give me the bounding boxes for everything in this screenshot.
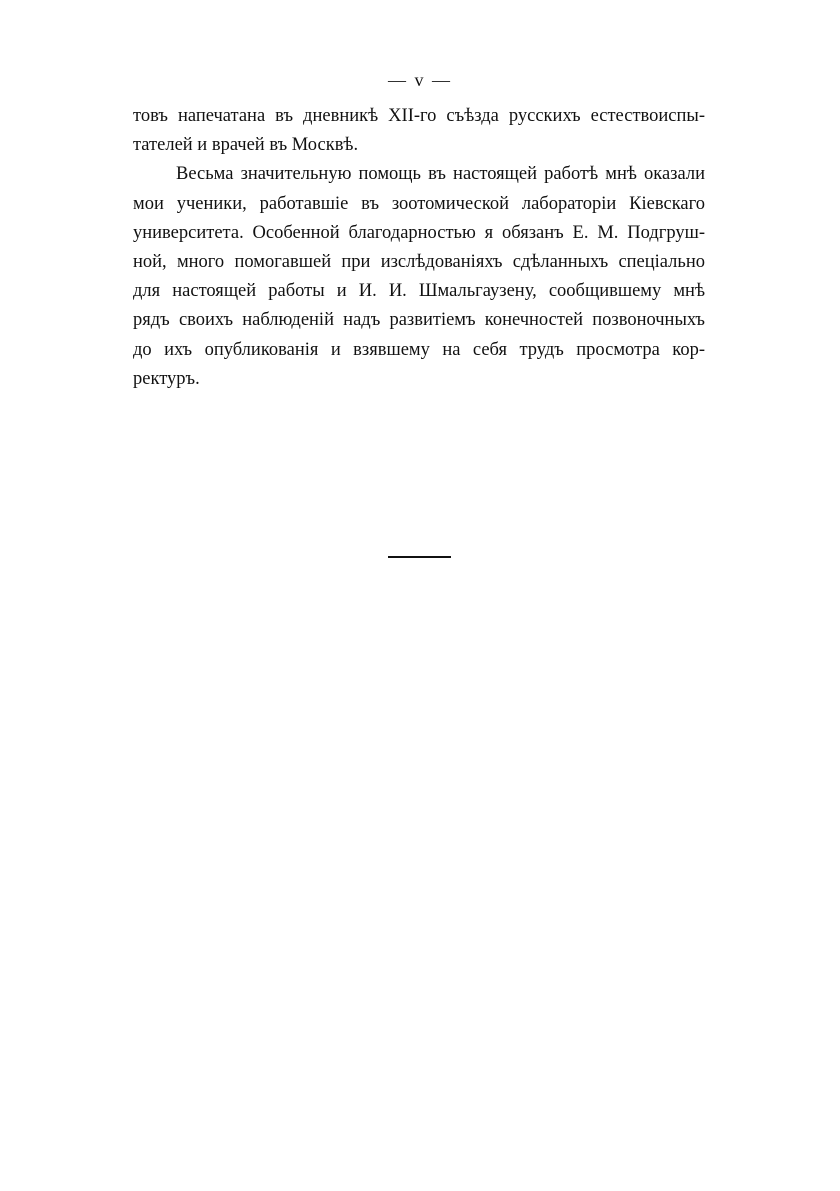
section-divider	[388, 556, 451, 558]
text-line: ректуръ.	[133, 368, 200, 389]
text-line: университета. Особенной благодарностью я обязанъ Е. М. Подгруш-	[133, 222, 705, 243]
page-number: — v —	[388, 70, 452, 90]
text-line: ной, много помогавшей при изслѣдованіяхъ сдѣланныхъ спеціально	[133, 251, 705, 272]
text-line: Весьма значительную помощь въ настоящей работѣ мнѣ оказали	[176, 164, 705, 185]
text-line: тателей и врачей въ Москвѣ.	[133, 135, 359, 156]
body-text	[133, 102, 705, 394]
text-line: для настоящей работы и И. И. Шмальгаузену, сообщившему мнѣ	[133, 281, 705, 302]
text-line: мои ученики, работавшіе въ зоотомической лабораторіи Кіевскаго	[133, 193, 705, 214]
text-line: до ихъ опубликованія и взявшему на себя трудъ просмотра кор-	[133, 339, 705, 360]
text-line: рядъ своихъ наблюденій надъ развитіемъ конечностей позвоночныхъ	[133, 310, 705, 331]
text-line: товъ напечатана въ дневникѣ XII-го съѣзда русскихъ естествоиспы-	[133, 106, 705, 126]
